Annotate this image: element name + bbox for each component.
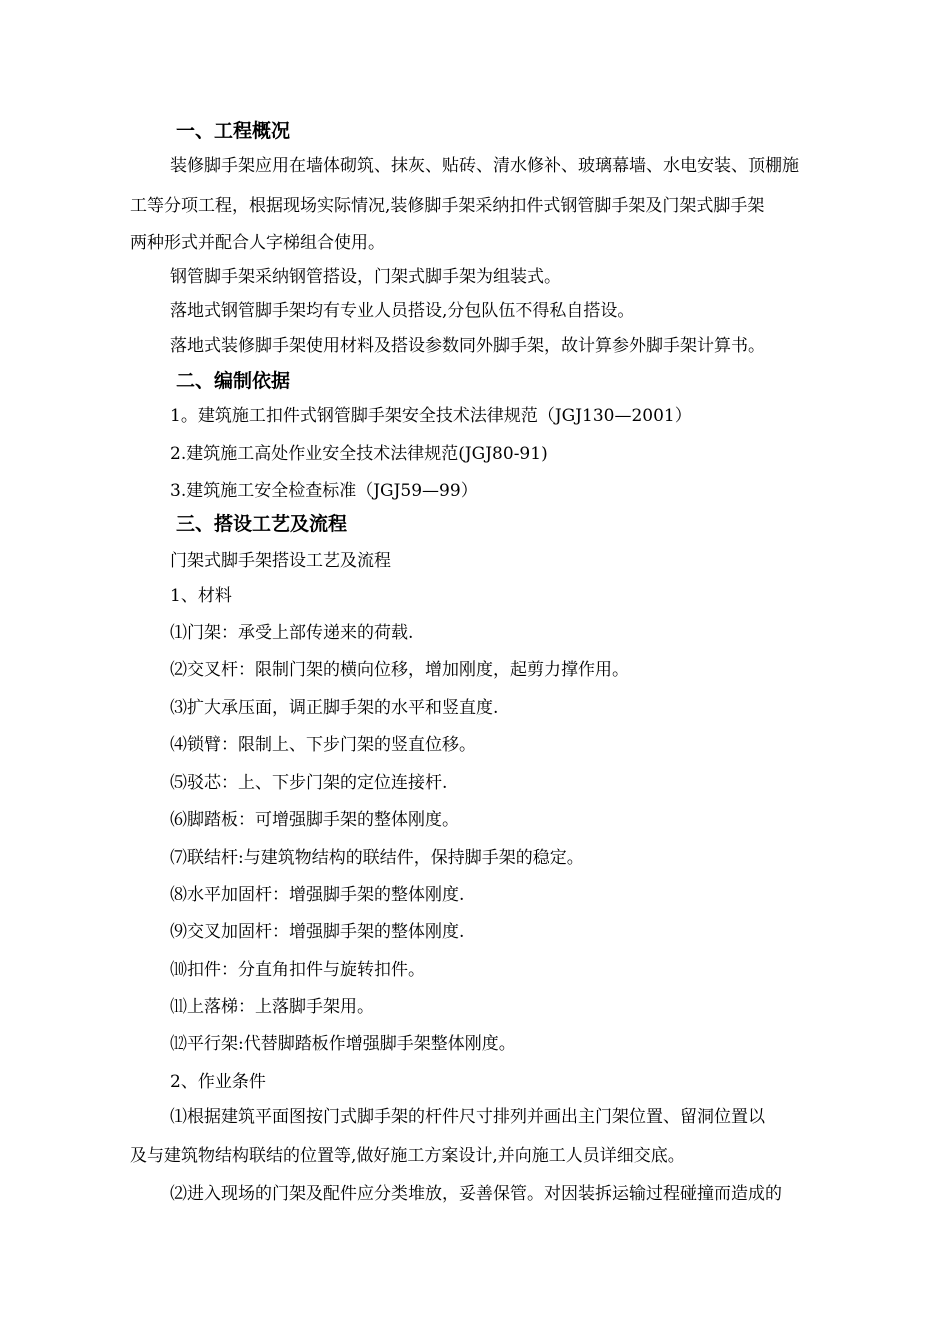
basis-item: 1。建筑施工扣件式钢管脚手架安全技术法律规范（JGJ130—2001）: [170, 406, 692, 426]
overview-paragraph: 落地式装修脚手架使用材料及搭设参数同外脚手架，故计算参外脚手架计算书。: [170, 336, 765, 356]
material-item: ⑾上落梯：上落脚手架用。: [170, 997, 374, 1017]
section-heading-overview: 一、工程概况: [176, 120, 291, 142]
material-item: ⑺联结杆:与建筑物结构的联结件，保持脚手架的稳定。: [170, 848, 584, 868]
material-item: ⑵交叉杆：限制门架的横向位移，增加刚度，起剪力撑作用。: [170, 660, 629, 680]
overview-paragraph-line: 两种形式并配合人字梯组合使用。: [130, 233, 385, 253]
basis-item: 3.建筑施工安全检查标准（JGJ59—99）: [170, 481, 478, 501]
material-item: ⑹脚踏板：可增强脚手架的整体刚度。: [170, 810, 459, 830]
condition-paragraph-line: ⑵进入现场的门架及配件应分类堆放，妥善保管。对因装拆运输过程碰撞而造成的: [170, 1184, 782, 1204]
material-item: ⑼交叉加固杆：增强脚手架的整体刚度.: [170, 922, 465, 942]
condition-paragraph-line: ⑴根据建筑平面图按门式脚手架的杆件尺寸排列并画出主门架位置、留洞位置以: [170, 1107, 765, 1127]
section-heading-process: 三、搭设工艺及流程: [176, 513, 348, 535]
overview-paragraph-line: 装修脚手架应用在墙体砌筑、抹灰、贴砖、清水修补、玻璃幕墙、水电安装、顶棚施: [170, 156, 799, 176]
condition-paragraph-line: 及与建筑物结构联结的位置等,做好施工方案设计,并向施工人员详细交底。: [130, 1146, 685, 1166]
overview-paragraph: 钢管脚手架采纳钢管搭设，门架式脚手架为组装式。: [170, 267, 561, 287]
material-item: ⑴门架：承受上部传递来的荷载.: [170, 623, 414, 643]
basis-item: 2.建筑施工高处作业安全技术法律规范(JGJ80-91): [170, 444, 548, 464]
overview-paragraph-line: 工等分项工程，根据现场实际情况,装修脚手架采纳扣件式钢管脚手架及门架式脚手架: [130, 196, 765, 216]
section-heading-basis: 二、编制依据: [176, 370, 291, 392]
material-item: ⑶扩大承压面，调正脚手架的水平和竖直度.: [170, 698, 499, 718]
material-item: ⑷锁臂：限制上、下步门架的竖直位移。: [170, 735, 476, 755]
material-item: ⑿平行架:代替脚踏板作增强脚手架整体刚度。: [170, 1034, 516, 1054]
material-item: ⑻水平加固杆：增强脚手架的整体刚度.: [170, 885, 465, 905]
material-item: ⑽扣件：分直角扣件与旋转扣件。: [170, 960, 425, 980]
material-item: ⑸驳芯：上、下步门架的定位连接杆.: [170, 773, 448, 793]
conditions-heading: 2、作业条件: [170, 1072, 266, 1092]
overview-paragraph: 落地式钢管脚手架均有专业人员搭设,分包队伍不得私自搭设。: [170, 301, 635, 321]
materials-heading: 1、材料: [170, 586, 232, 606]
process-subtitle: 门架式脚手架搭设工艺及流程: [170, 551, 391, 571]
